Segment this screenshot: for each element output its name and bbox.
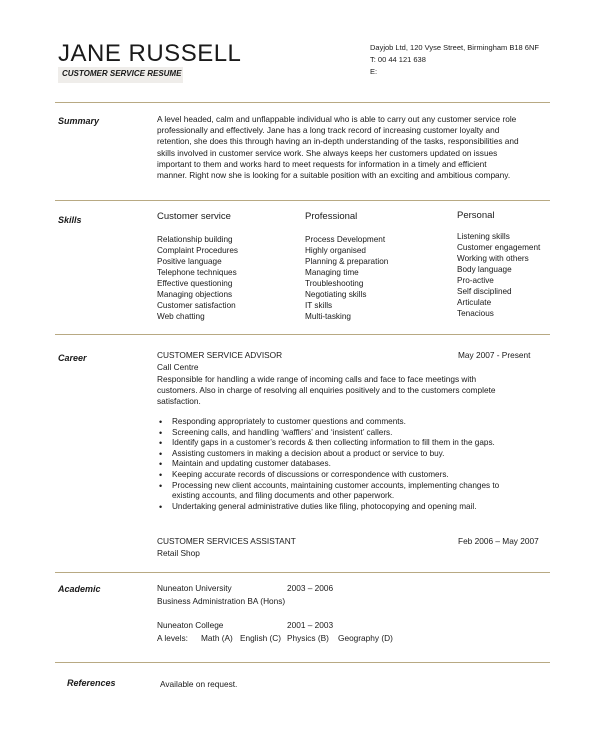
list-item: Tenacious xyxy=(457,309,494,318)
references-text: Available on request. xyxy=(160,679,238,689)
list-item: Complaint Procedures xyxy=(157,246,239,255)
references-label: References xyxy=(67,678,116,688)
list-item: IT skills xyxy=(305,301,333,310)
list-item: Telephone techniques xyxy=(157,268,237,277)
job-dates: Feb 2006 – May 2007 xyxy=(458,536,539,546)
university-name: Nuneaton University xyxy=(157,583,232,593)
list-item: • Identify gaps in a customer’s records & then collecting information to fill them in the gaps. xyxy=(157,438,499,449)
skills-column-title: Personal xyxy=(457,210,495,221)
section-divider xyxy=(55,572,550,573)
list-item: Body language xyxy=(457,265,512,274)
list-item: Self disciplined xyxy=(457,287,512,296)
career-label: Career xyxy=(58,353,87,363)
list-item: Managing objections xyxy=(157,290,233,299)
list-item: Multi-tasking xyxy=(305,312,351,321)
job-title: CUSTOMER SERVICES ASSISTANT xyxy=(157,536,296,546)
section-divider xyxy=(55,200,550,201)
list-item: • Assisting customers in making a decision about a product or service to buy. xyxy=(157,449,499,460)
skills-list-customer-service xyxy=(157,234,238,322)
list-item: Positive language xyxy=(157,257,222,266)
list-item: • Responding appropriately to customer questions and comments. xyxy=(157,417,499,428)
a-level-grade: Physics (B) xyxy=(287,633,329,643)
a-level-grade: English (C) xyxy=(240,633,282,643)
academic-label: Academic xyxy=(58,584,101,594)
a-level-grade: Geography (D) xyxy=(338,633,393,643)
skills-column-title: Customer service xyxy=(157,211,231,222)
job-company: Call Centre xyxy=(157,362,199,372)
contact-phone: T: 00 44 121 638 xyxy=(370,55,426,64)
list-item: Relationship building xyxy=(157,235,233,244)
summary-label: Summary xyxy=(58,116,100,126)
a-levels-label: A levels: xyxy=(157,633,188,643)
a-level-grade: Math (A) xyxy=(201,633,233,643)
list-item: Negotiating skills xyxy=(305,290,367,299)
list-item: Process Development xyxy=(305,235,386,244)
section-divider xyxy=(55,102,550,103)
list-item: Customer satisfaction xyxy=(157,301,236,310)
list-item: Highly organised xyxy=(305,246,366,255)
list-item: Pro-active xyxy=(457,276,494,285)
job-company: Retail Shop xyxy=(157,548,200,558)
candidate-name: JANE RUSSELL xyxy=(58,40,242,67)
summary-text: A level headed, calm and unflappable individual who is able to carry out any customer service role professionally and effectively. Jane has a long track record of increasing customer loyalty and retention, she does this through having an in-depth understanding of the tasks, responsibilities and skills involved in customer service work. She always keeps her customers updated on issues important to them and works hard to meet requests for information in a timely and efficient manner. Right now she is looking for a suitable position with an exciting and ambitious company. xyxy=(157,114,519,181)
list-item: Effective questioning xyxy=(157,279,233,288)
degree: Business Administration BA (Hons) xyxy=(157,596,286,606)
college-name: Nuneaton College xyxy=(157,620,224,630)
college-dates: 2001 – 2003 xyxy=(287,620,334,630)
job-title: CUSTOMER SERVICE ADVISOR xyxy=(157,350,283,360)
list-item: Listening skills xyxy=(457,232,510,241)
list-item: Customer engagement xyxy=(457,243,541,252)
job-duties-list xyxy=(157,417,499,512)
job-dates: May 2007 - Present xyxy=(458,350,531,360)
list-item: • Undertaking general administrative duties like filing, photocopying and opening mail. xyxy=(157,502,499,513)
list-item: Articulate xyxy=(457,298,492,307)
contact-address: Dayjob Ltd, 120 Vyse Street, Birmingham B18 6NF xyxy=(370,43,539,52)
university-dates: 2003 – 2006 xyxy=(287,583,334,593)
skills-list-personal xyxy=(457,231,540,319)
contact-email: E: xyxy=(370,67,378,76)
resume-subtitle: CUSTOMER SERVICE RESUME xyxy=(62,69,182,78)
list-item: • Screening calls, and handling ‘wafflers’ and ‘insistent’ callers. xyxy=(157,428,499,439)
skills-label: Skills xyxy=(58,215,82,225)
section-divider xyxy=(55,334,550,335)
job-description: Responsible for handling a wide range of incoming calls and face to face meetings with customers. Also in charge of resolving all enquiries positively and to the customers complete satisfaction. xyxy=(157,374,496,407)
list-item: Managing time xyxy=(305,268,359,277)
list-item: Troubleshooting xyxy=(305,279,364,288)
list-item: • Processing new client accounts, maintaining customer accounts, implementing changes to existing accounts, and filing documents and other paperwork. xyxy=(157,481,499,502)
list-item: • Keeping accurate records of discussions or correspondence with customers. xyxy=(157,470,499,481)
list-item: • Maintain and updating customer databases. xyxy=(157,459,499,470)
list-item: Planning & preparation xyxy=(305,257,389,266)
skills-list-professional xyxy=(305,234,388,322)
list-item: Working with others xyxy=(457,254,529,263)
list-item: Web chatting xyxy=(157,312,205,321)
section-divider xyxy=(55,662,550,663)
skills-column-title: Professional xyxy=(305,211,358,222)
